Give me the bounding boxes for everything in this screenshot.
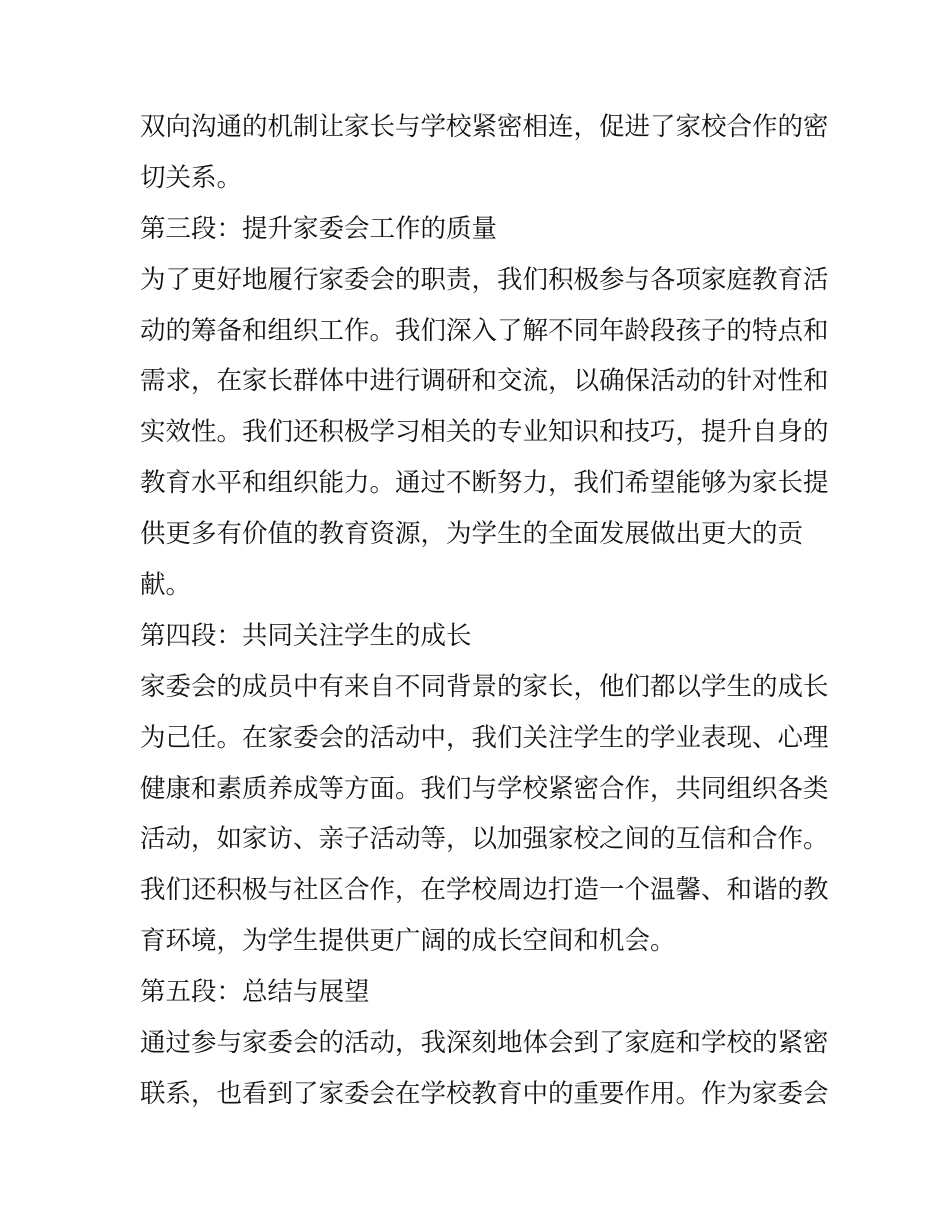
paragraph-line: 联系，也看到了家委会在学校教育中的重要作用。作为家委会 [140,1078,829,1109]
paragraph-line: 为了更好地履行家委会的职责，我们积极参与各项家庭教育活 [140,264,829,295]
section-heading: 第四段：共同关注学生的成长 [140,620,472,651]
section-heading: 第五段：总结与展望 [140,977,370,1008]
paragraph-line: 实效性。我们还积极学习相关的专业知识和技巧，提升自身的 [140,417,829,448]
paragraph-line: 供更多有价值的教育资源，为学生的全面发展做出更大的贡 [140,519,804,550]
paragraph-line: 为己任。在家委会的活动中，我们关注学生的学业表现、心理 [140,722,829,753]
paragraph-line: 动的筹备和组织工作。我们深入了解不同年龄段孩子的特点和 [140,315,829,346]
document-body [140,102,829,1120]
paragraph-line: 活动，如家访、亲子活动等，以加强家校之间的互信和合作。 [140,824,829,855]
paragraph-line: 教育水平和组织能力。通过不断努力，我们希望能够为家长提 [140,468,829,499]
section-heading: 第三段：提升家委会工作的质量 [140,213,498,244]
paragraph-line: 切关系。 [140,162,243,193]
paragraph-line: 家委会的成员中有来自不同背景的家长，他们都以学生的成长 [140,671,829,702]
paragraph-line: 通过参与家委会的活动，我深刻地体会到了家庭和学校的紧密 [140,1028,829,1059]
paragraph-line: 我们还积极与社区合作，在学校周边打造一个温馨、和谐的教 [140,875,829,906]
paragraph-line: 双向沟通的机制让家长与学校紧密相连，促进了家校合作的密 [140,112,829,142]
paragraph-line: 健康和素质养成等方面。我们与学校紧密合作，共同组织各类 [140,773,829,804]
paragraph-line: 需求，在家长群体中进行调研和交流，以确保活动的针对性和 [140,366,829,397]
paragraph-line: 献。 [140,570,192,601]
paragraph-line: 育环境，为学生提供更广阔的成长空间和机会。 [140,926,676,957]
